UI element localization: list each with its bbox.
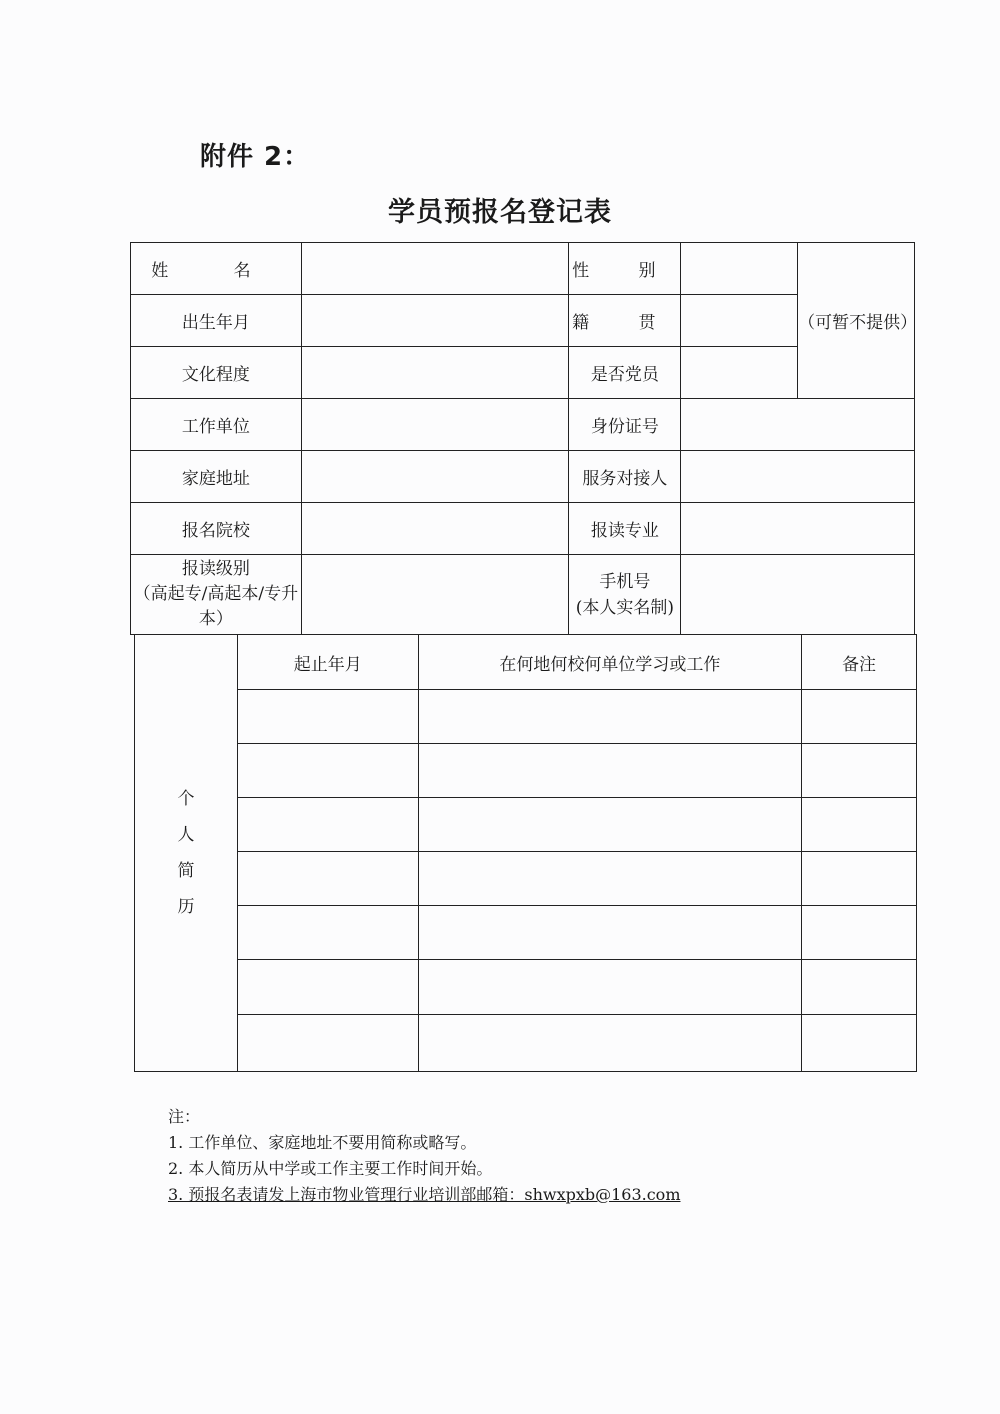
registration-info-table [130,242,918,635]
resume-table [134,634,917,1072]
level-input-cell[interactable] [301,555,569,635]
id-number-label: 身份证号 [569,399,681,451]
notes-section [168,1104,681,1208]
resume-header-remarks: 备注 [802,635,917,690]
party-member-label: 是否党员 [569,347,681,399]
resume-remarks-cell[interactable] [802,852,917,906]
note-item: 2. 本人简历从中学或工作主要工作时间开始。 [168,1159,493,1178]
major-label: 报读专业 [569,503,681,555]
resume-row [135,960,917,1015]
native-place-label: 籍 贯 [569,295,681,347]
level-label-line1: 报读级别 [181,559,250,579]
resume-place-cell[interactable] [418,906,801,960]
form-title: 学员预报名登记表 [388,197,612,228]
resume-period-cell[interactable] [237,690,418,744]
education-label: 文化程度 [131,347,302,399]
resume-row [135,1015,917,1072]
resume-place-cell[interactable] [418,798,801,852]
resume-remarks-cell[interactable] [802,690,917,744]
birth-input-cell[interactable] [301,295,569,347]
resume-row [135,690,917,744]
resume-row [135,906,917,960]
resume-place-cell[interactable] [418,690,801,744]
notes-heading: 注： [168,1107,201,1126]
home-address-label: 家庭地址 [131,451,302,503]
work-unit-label: 工作单位 [131,399,302,451]
phone-label [569,555,681,635]
service-contact-input-cell[interactable] [681,451,915,503]
note-item: 1. 工作单位、家庭地址不要用简称或略写。 [168,1133,477,1152]
name-label: 姓 名 [131,243,302,295]
service-contact-label: 服务对接人 [569,451,681,503]
resume-remarks-cell[interactable] [802,960,917,1015]
resume-side-label: 个 人 简 历 [135,635,238,1072]
gender-label: 性 别 [569,243,681,295]
resume-period-cell[interactable] [237,906,418,960]
level-label [131,555,302,635]
resume-row [135,744,917,798]
birth-label: 出生年月 [131,295,302,347]
resume-row [135,798,917,852]
resume-period-cell[interactable] [237,744,418,798]
annex-label: 附件 2： [200,142,311,172]
resume-place-cell[interactable] [418,1015,801,1072]
resume-remarks-cell[interactable] [802,744,917,798]
native-place-input-cell[interactable] [681,295,798,347]
phone-input-cell[interactable] [681,555,915,635]
gender-input-cell[interactable] [681,243,798,295]
resume-remarks-cell[interactable] [802,906,917,960]
resume-remarks-cell[interactable] [802,1015,917,1072]
resume-header-place: 在何地何校何单位学习或工作 [418,635,801,690]
photo-cell[interactable] [798,243,918,399]
work-unit-input-cell[interactable] [301,399,569,451]
school-label: 报名院校 [131,503,302,555]
phone-label-line2: (本人实名制) [575,597,674,618]
school-input-cell[interactable] [301,503,569,555]
resume-period-cell[interactable] [237,852,418,906]
resume-remarks-cell[interactable] [802,798,917,852]
resume-place-cell[interactable] [418,852,801,906]
education-input-cell[interactable] [301,347,569,399]
phone-label-line1: 手机号 [599,571,651,592]
party-member-input-cell[interactable] [681,347,798,399]
major-input-cell[interactable] [681,503,915,555]
resume-place-cell[interactable] [418,960,801,1015]
id-number-input-cell[interactable] [681,399,915,451]
resume-row [135,852,917,906]
note-item-email: 3. 预报名表请发上海市物业管理行业培训部邮箱：shwxpxb@163.com [168,1185,681,1204]
home-address-input-cell[interactable] [301,451,569,503]
resume-period-cell[interactable] [237,798,418,852]
name-input-cell[interactable] [301,243,569,295]
resume-period-cell[interactable] [237,1015,418,1072]
resume-place-cell[interactable] [418,744,801,798]
level-label-line2: （高起专/高起本/专升本） [133,584,299,629]
photo-note: （可暂不提供） [798,313,918,333]
resume-header-period: 起止年月 [237,635,418,690]
resume-period-cell[interactable] [237,960,418,1015]
